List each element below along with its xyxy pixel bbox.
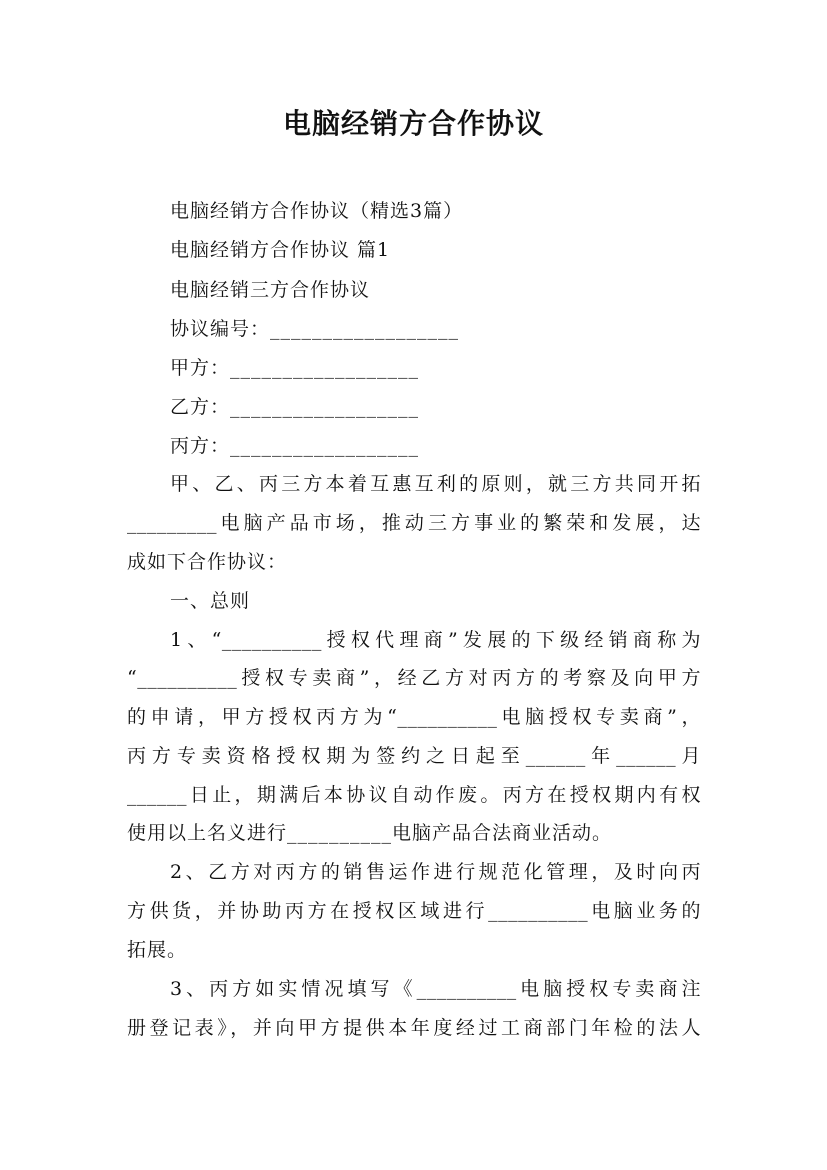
paragraph-line: 1、“__________授权代理商”发展的下级经销商称为 bbox=[170, 629, 701, 651]
paragraph-line: 3、丙方如实情况填写《__________电脑授权专卖商注 bbox=[170, 978, 701, 1000]
paragraph-line: 的申请，甲方授权丙方为“__________电脑授权专卖商”， bbox=[127, 706, 701, 728]
paragraph-line: 成如下合作协议： bbox=[127, 551, 288, 573]
agreement-number-field: 协议编号：__________________ bbox=[170, 318, 460, 340]
paragraph-line: 拓展。 bbox=[127, 939, 188, 961]
party-a-field: 甲方：__________________ bbox=[170, 357, 420, 379]
paragraph-line: 方供货，并协助丙方在授权区域进行__________电脑业务的 bbox=[127, 900, 701, 922]
subtitle-line: 电脑经销方合作协议（精选3篇） bbox=[170, 200, 464, 222]
section-heading: 电脑经销方合作协议 篇1 bbox=[170, 239, 391, 261]
paragraph-line: 使用以上名义进行__________电脑产品合法商业活动。 bbox=[127, 822, 613, 844]
party-b-field: 乙方：__________________ bbox=[170, 396, 420, 418]
document-title: 电脑经销方合作协议 bbox=[282, 107, 544, 140]
party-c-field: 丙方：__________________ bbox=[170, 435, 420, 457]
paragraph-line: _________电脑产品市场，推动三方事业的繁荣和发展，达 bbox=[127, 512, 701, 534]
paragraph-line: 丙方专卖资格授权期为签约之日起至______年______月 bbox=[127, 745, 701, 767]
paragraph-line: “__________授权专卖商”，经乙方对丙方的考察及向甲方 bbox=[127, 667, 701, 689]
paragraph-line: 2、乙方对丙方的销售运作进行规范化管理，及时向丙 bbox=[170, 861, 701, 883]
paragraph-line: ______日止，期满后本协议自动作废。丙方在授权期内有权 bbox=[127, 784, 701, 806]
paragraph-line: 册登记表》，并向甲方提供本年度经过工商部门年检的法人 bbox=[127, 1017, 701, 1039]
paragraph-line: 甲、乙、丙三方本着互惠互利的原则，就三方共同开拓 bbox=[170, 473, 701, 495]
agreement-name: 电脑经销三方合作协议 bbox=[170, 279, 371, 301]
section-general: 一、总则 bbox=[170, 590, 251, 612]
